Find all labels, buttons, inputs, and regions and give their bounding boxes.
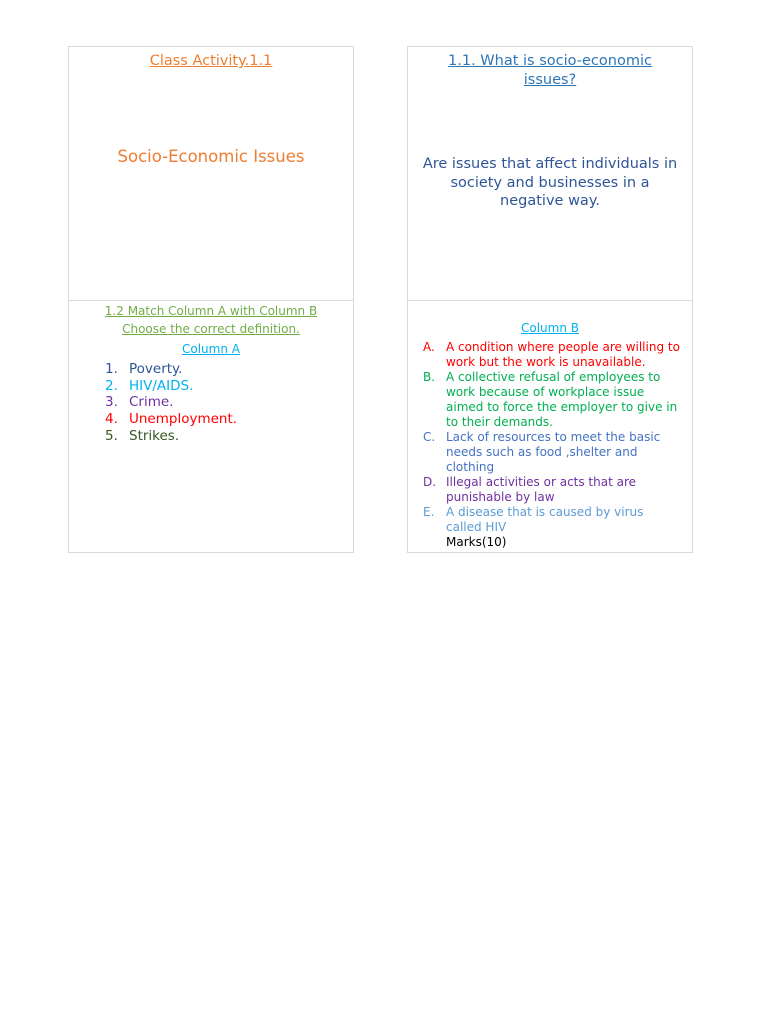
activity-title-link[interactable]: Class Activity.1.1 xyxy=(149,53,273,69)
column-a-item-number: 3. xyxy=(105,394,118,411)
column-b-item-text: Illegal activities or acts that are punishable by law xyxy=(446,475,637,504)
column-b-cell xyxy=(407,300,693,553)
marks-label: Marks(10) xyxy=(446,535,507,549)
column-a-item-text: Poverty. xyxy=(129,361,183,377)
column-a-item-text: HIV/AIDS. xyxy=(129,377,194,394)
question-1-1-cell xyxy=(407,46,693,301)
column-b-item-text: A condition where people are willing to work but the work is unavailable. xyxy=(446,340,680,369)
column-a-list xyxy=(105,361,237,445)
column-a-cell xyxy=(68,300,354,553)
question-1-1-answer: Are issues that affect individuals in society and businesses in a negative way. xyxy=(422,156,678,209)
column-b-list xyxy=(423,340,680,535)
column-b-item-letter: C. xyxy=(423,430,436,444)
column-b-item xyxy=(423,505,680,535)
column-b-item-letter: E. xyxy=(423,505,435,519)
column-a-item xyxy=(105,378,237,395)
column-a-item-text: Unemployment. xyxy=(129,411,238,428)
column-a-item-number: 2. xyxy=(105,377,118,394)
column-b-item xyxy=(423,370,680,430)
column-a-item-text: Crime. xyxy=(129,394,174,411)
question-1-1-link[interactable]: 1.1. What is socio-economic issues? xyxy=(448,53,652,88)
column-a-item-text: Strikes. xyxy=(129,427,180,444)
column-b-item-text: A collective refusal of employees to work because of workplace issue aimed to force the employer to give in to their demands. xyxy=(446,370,678,429)
activity-title-cell xyxy=(68,46,354,301)
column-b-item xyxy=(423,430,680,475)
column-b-item-letter: B. xyxy=(423,370,436,384)
topic-title: Socio-Economic Issues xyxy=(117,147,305,166)
column-a-item-number: 4. xyxy=(105,411,118,428)
column-a-item xyxy=(105,411,237,428)
column-b-item xyxy=(423,340,680,370)
instruction-line-2: Choose the correct definition. xyxy=(122,321,300,336)
column-b-item-text: Lack of resources to meet the basic needs such as food ,shelter and clothing xyxy=(446,430,661,474)
column-a-heading[interactable]: Column A xyxy=(182,342,240,356)
column-a-item xyxy=(105,361,237,378)
column-b-heading[interactable]: Column B xyxy=(520,321,579,335)
column-a-item xyxy=(105,394,237,411)
column-b-item-letter: D. xyxy=(423,475,437,489)
instruction-line-1: 1.2 Match Column A with Column B xyxy=(104,304,318,318)
column-b-item xyxy=(423,475,680,505)
column-a-item-number: 1. xyxy=(105,361,118,377)
column-a-item xyxy=(105,428,237,445)
column-a-item-number: 5. xyxy=(105,427,118,444)
column-b-item-letter: A. xyxy=(423,340,435,354)
match-instruction[interactable] xyxy=(69,303,353,338)
column-b-item-text: A disease that is caused by virus called HIV xyxy=(446,505,644,534)
